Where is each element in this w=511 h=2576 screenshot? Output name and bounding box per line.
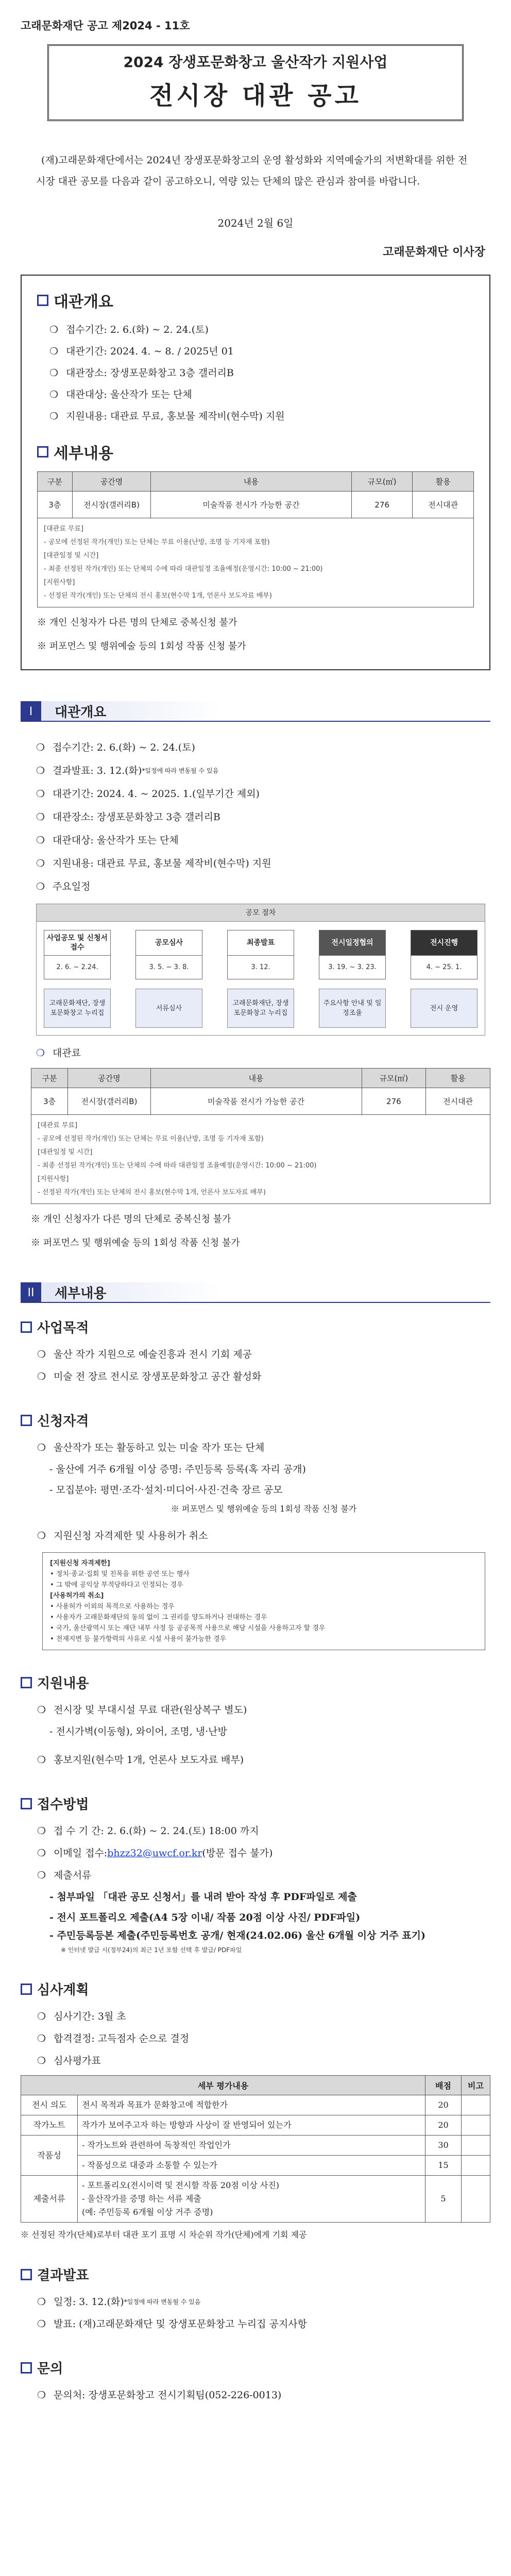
warning-note: ※ 개인 신청자가 다른 명의 단체로 중복신청 불가 — [31, 1214, 231, 1225]
list-item-text: 지원내용: 대관료 무료, 홍보물 제작비(현수막) 지원 — [53, 858, 271, 869]
flow-step — [135, 930, 202, 1028]
table-header: 구분 — [38, 472, 73, 492]
sub-item: - 전시 포트폴리오 제출(A4 5장 이내/ 작품 20점 이상 사진/ PDF파일) — [49, 1912, 361, 1923]
list-item — [37, 2313, 490, 2335]
circle-bullet-icon: ❍ — [36, 742, 45, 753]
flow-heading: 공모 절차 — [37, 904, 485, 922]
step-name: 사업공모 및 신청서 접수 — [44, 930, 111, 956]
note-line: [지원사항] — [38, 1175, 69, 1183]
table-header-row — [21, 2076, 490, 2095]
summary-overview-heading — [37, 289, 474, 312]
table-row — [31, 1088, 490, 1115]
square-bullet-icon — [21, 2362, 32, 2374]
note-line: - 선정된 작가(개인) 또는 단체의 전시 홍보(현수막 1개, 언론사 보도자료 배부) — [38, 1189, 266, 1196]
note-line: - 공모에 선정된 작가(개인) 또는 단체는 무료 이용(난방, 조명 등 기자재 포함) — [44, 538, 270, 546]
restriction-line: • 사용허가 이외의 목적으로 사용하는 경우 — [50, 1603, 175, 1611]
restriction-line: • 정치·종교·집회 및 친목을 위한 공연 또는 행사 — [50, 1570, 190, 1578]
circle-bullet-icon: ❍ — [49, 367, 59, 379]
heading-text: 신청자격 — [37, 1414, 89, 1429]
restriction-line: • 사용자가 고래문화재단의 동의 없이 그 권리를 양도하거나 전대하는 경우 — [50, 1614, 267, 1621]
note-line: - 최종 선정된 작가(개인) 또는 단체의 수에 따라 대관일정 조율예정(운영시간: 10:00 ~ 21:00) — [44, 565, 323, 573]
table-cell: - 작가노트와 관련하여 독창적인 작업인가 — [78, 2136, 425, 2156]
summary-overview-list — [49, 319, 474, 427]
issuer: 고래문화재단 이사장 — [383, 246, 485, 259]
fee-list — [36, 1042, 490, 1065]
step-role: 서류심사 — [135, 989, 202, 1028]
step-date: 2. 6. ~ 2.24. — [44, 956, 111, 979]
part1-content — [31, 736, 490, 1253]
note-line: [대관일정 및 시간] — [38, 1148, 93, 1156]
step-name: 공모심사 — [135, 930, 202, 956]
list-item — [37, 1865, 490, 1887]
list-item-text: 대관기간: 2024. 4. ~ 8. / 2025년 01 — [66, 346, 234, 357]
list-item-text: 접수기간: 2. 6.(화) ~ 2. 24.(토) — [66, 324, 209, 335]
step-name: 전시일정협의 — [319, 930, 386, 956]
circle-bullet-icon: ❍ — [36, 811, 45, 823]
list-item — [37, 2291, 490, 2313]
table-header: 규모(㎡) — [351, 472, 413, 492]
circle-bullet-icon: ❍ — [37, 2055, 46, 2066]
circle-bullet-icon: ❍ — [37, 1349, 46, 1360]
list-item — [49, 341, 474, 362]
list-item — [36, 759, 490, 783]
part-number: I — [21, 701, 41, 722]
table-header: 배점 — [425, 2076, 462, 2095]
list-item — [36, 736, 490, 759]
table-header: 공간명 — [72, 472, 150, 492]
part1-band — [21, 701, 490, 722]
note-line: [지원사항] — [44, 579, 75, 586]
sub-item: - 모집분야: 평면·조각·설치·미디어·사진·건축 장르 공모 — [49, 1484, 283, 1496]
list-item-text: 접 수 기 간: 2. 6.(화) ~ 2. 24.(토) 18:00 까지 — [54, 1825, 259, 1837]
support-sub-list — [49, 1721, 490, 1742]
circle-bullet-icon: ❍ — [36, 835, 45, 846]
list-item — [37, 2028, 490, 2050]
list-item — [49, 384, 474, 405]
review-note: ※ 선정된 작가(단체)로부터 대관 포기 표명 시 차순위 작가(단체)에게 기회 제공 — [21, 2230, 307, 2240]
table-cell: - 포트폴리오(전시이력 및 전시할 작품 20점 이상 사진) - 울산작가를 증명 하는 서류 제출 (예: 주민등록 6개월 이상 거주 증명) — [78, 2176, 425, 2223]
circle-bullet-icon: ❍ — [49, 324, 59, 335]
footnote-mark: *일정에 따라 변동될 수 있음 — [124, 2298, 201, 2306]
table-header: 구분 — [31, 1069, 68, 1088]
title-subtitle: 2024 장생포문화창고 울산작가 지원사업 — [123, 54, 388, 71]
list-item — [36, 1042, 490, 1065]
circle-bullet-icon: ❍ — [37, 2389, 46, 2401]
table-cell: 전시 목적과 목표가 문화창고에 적합한가 — [78, 2095, 425, 2115]
circle-bullet-icon: ❍ — [37, 1442, 46, 1453]
support-list-2 — [37, 1749, 490, 1771]
warning-text: 퍼포먼스 및 행위예술 등의 1회성 작품 신청 불가 — [43, 1238, 240, 1248]
part2-content — [21, 1317, 490, 2406]
list-item-text: 합격결정: 고득점자 순으로 결정 — [54, 2033, 190, 2044]
email-note: (방문 접수 불가) — [202, 1848, 273, 1859]
circle-bullet-icon: ❍ — [37, 1371, 46, 1382]
list-item — [37, 2384, 490, 2406]
result-list — [37, 2291, 490, 2335]
qualification-sub-list — [49, 1459, 490, 1500]
part-title: 세부내용 — [41, 1282, 490, 1303]
list-item — [36, 852, 490, 875]
list-item-text: 대관기간: 2024. 4. ~ 2025. 1.(일부기간 제외) — [53, 788, 260, 800]
purpose-list — [37, 1344, 490, 1388]
summary-space-table — [37, 471, 474, 518]
table-cell: 전시대관 — [413, 492, 474, 518]
summary-detail-heading — [37, 440, 474, 463]
table-cell — [462, 2156, 490, 2176]
intro-paragraph: (재)고래문화재단에서는 2024년 장생포문화창고의 운영 활성화와 지역예술가의 저변확대를 위한 전시장 대관 공모를 다음과 같이 공고하오니, 역량 있는 단체의 많은 관심과 참여를 바랍니다. — [36, 155, 468, 187]
circle-bullet-icon: ❍ — [37, 2296, 46, 2308]
warning-text: 퍼포먼스 및 행위예술 등의 1회성 작품 신청 불가 — [49, 641, 246, 652]
warning-note: ※ 퍼포먼스 및 행위예술 등의 1회성 작품 신청 불가 — [37, 641, 246, 652]
warning-note: ※ 퍼포먼스 및 행위예술 등의 1회성 작품 신청 불가 — [171, 1504, 357, 1514]
circle-bullet-icon: ❍ — [36, 788, 45, 800]
square-bullet-icon — [21, 1415, 32, 1426]
circle-bullet-icon: ❍ — [36, 858, 45, 869]
table-header: 내용 — [151, 472, 352, 492]
title-box — [47, 44, 464, 121]
list-item — [36, 829, 490, 852]
table-header-row — [38, 472, 474, 492]
step-name: 전시진행 — [411, 930, 478, 956]
list-item — [36, 783, 490, 806]
list-item — [37, 2050, 490, 2072]
heading-text: 세부내용 — [54, 445, 113, 463]
document-note: ※ 인터넷 발급 시(정부24)의 최근 1년 포함 선택 후 발급/ PDF파일 — [61, 1946, 242, 1954]
list-item-text: 심사평가표 — [54, 2055, 101, 2066]
sub-item: - 주민등록등본 제출(주민등록번호 공개/ 현재(24.02.06) 울산 6개월 이상 거주 표기) — [49, 1930, 426, 1941]
list-item-text: 울산 작가 지원으로 예술진흥과 전시 기회 제공 — [54, 1349, 252, 1360]
table-row — [21, 2095, 490, 2115]
table-cell: 작가노트 — [21, 2115, 78, 2136]
step-date: 3. 5. ~ 3. 8. — [135, 956, 202, 979]
circle-bullet-icon: ❍ — [36, 765, 45, 776]
list-item-text: 울산작가 또는 활동하고 있는 미술 작가 또는 단체 — [54, 1442, 265, 1453]
summary-box — [21, 275, 490, 670]
part1-list — [36, 736, 490, 899]
table-cell: 전시 의도 — [21, 2095, 78, 2115]
note-line: [대관일정 및 시간] — [44, 552, 99, 560]
heading-text: 지원내용 — [37, 1676, 89, 1691]
circle-bullet-icon: ❍ — [36, 1047, 45, 1059]
support-list — [37, 1699, 490, 1721]
step-role: 주요사항 안내 및 일정조율 — [319, 989, 386, 1028]
result-heading — [21, 2265, 490, 2284]
list-item — [37, 1525, 490, 1547]
note-line: [대관료 무료] — [44, 525, 84, 533]
list-item — [37, 1842, 490, 1865]
square-bullet-icon — [21, 1798, 32, 1809]
table-cell: 전시대관 — [426, 1088, 490, 1115]
step-role: 고래문화재단, 장생포문화창고 누리집 — [227, 989, 294, 1028]
warning-note: ※ 개인 신청자가 다른 명의 단체로 중복신청 불가 — [37, 617, 237, 628]
table-cell: 작가가 보여주고자 하는 방향과 사상이 잘 반영되어 있는가 — [78, 2115, 425, 2136]
support-heading — [21, 1673, 490, 1692]
table-cell: 20 — [425, 2115, 462, 2136]
table-cell: - 작품성으로 대중과 소통할 수 있는가 — [78, 2156, 425, 2176]
circle-bullet-icon: ❍ — [49, 346, 59, 357]
restriction-line: • 천재지변 등 불가항력의 사유로 시설 사용이 불가능한 경우 — [50, 1635, 227, 1643]
sub-item: - 전시가벽(이동형), 와이어, 조명, 냉·난방 — [49, 1726, 227, 1737]
document-number: 고래문화재단 공고 제2024 - 11호 — [21, 20, 190, 32]
step-role: 전시 운영 — [411, 989, 478, 1028]
list-item — [49, 362, 474, 384]
circle-bullet-icon: ❍ — [37, 1530, 46, 1541]
list-item-text: 대관대상: 울산작가 또는 단체 — [66, 389, 192, 400]
part-number: II — [21, 1282, 41, 1303]
review-heading — [21, 1979, 490, 1998]
announcement-date: 2024년 2월 6일 — [217, 217, 294, 229]
list-item-text: 대관료 — [53, 1047, 81, 1059]
list-item-text: 접수기간: 2. 6.(화) ~ 2. 24.(토) — [53, 742, 195, 753]
summary-notes — [37, 518, 474, 607]
table-header-row — [31, 1069, 490, 1088]
table-cell: 제출서류 — [21, 2176, 78, 2223]
restriction-line: • 국가, 울산광역시 또는 재단 내부 사정 등 공공목적 사용으로 해당 시설을 사용하고자 할 경우 — [50, 1624, 326, 1632]
table-header: 비고 — [462, 2076, 490, 2095]
table-row — [38, 492, 474, 518]
title-main: 전시장 대관 공고 — [149, 81, 362, 110]
list-item — [37, 1437, 490, 1459]
table-cell: 3층 — [31, 1088, 68, 1115]
review-list — [37, 2006, 490, 2072]
list-item — [36, 875, 490, 899]
circle-bullet-icon: ❍ — [37, 2033, 46, 2044]
circle-bullet-icon: ❍ — [37, 1848, 46, 1859]
application-list — [37, 1820, 490, 1887]
circle-bullet-icon: ❍ — [37, 1704, 46, 1716]
qualification-list-2 — [37, 1525, 490, 1547]
list-item — [36, 806, 490, 829]
circle-bullet-icon: ❍ — [37, 1825, 46, 1837]
step-date: 4. ~ 25. 1. — [411, 956, 478, 979]
list-item-text: 지원신청 자격제한 및 사용허가 취소 — [54, 1530, 208, 1541]
table-header: 공간명 — [68, 1069, 150, 1088]
list-item-text: 심사기간: 3월 초 — [54, 2011, 126, 2022]
flow-step — [44, 930, 111, 1028]
list-item — [37, 1366, 490, 1388]
heading-text: 대관개요 — [54, 293, 113, 311]
email-link[interactable]: bhzz32@uwcf.or.kr — [107, 1848, 202, 1859]
circle-bullet-icon: ❍ — [37, 2318, 46, 2330]
restriction-box — [42, 1552, 485, 1650]
table-cell — [462, 2176, 490, 2223]
flow-step — [411, 930, 478, 1028]
heading-text: 심사계획 — [37, 1982, 89, 1998]
list-item-text: 미술 전 장르 전시로 장생포문화창고 공간 활성화 — [54, 1371, 262, 1382]
flow-step — [227, 930, 294, 1028]
list-item-text: 일정: 3. 12.(화) — [54, 2296, 124, 2308]
heading-text: 결과발표 — [37, 2268, 89, 2283]
list-item — [37, 1344, 490, 1366]
list-item-text: 주요일정 — [53, 881, 91, 892]
step-date: 3. 19. ~ 3. 23. — [319, 956, 386, 979]
sub-item: - 울산에 거주 6개월 이상 증명: 주민등록 등록(혹 자리 공개) — [49, 1464, 306, 1475]
restriction-heading: [지원신청 자격제한] — [50, 1560, 110, 1567]
table-cell: 미술작품 전시가 가능한 공간 — [150, 1088, 362, 1115]
heading-text: 접수방법 — [37, 1797, 89, 1812]
evaluation-table — [21, 2075, 490, 2223]
purpose-heading — [21, 1317, 490, 1336]
list-item-text: 지원내용: 대관료 무료, 홍보물 제작비(현수막) 지원 — [66, 411, 285, 422]
square-bullet-icon — [21, 2269, 32, 2280]
table-cell: 5 — [425, 2176, 462, 2223]
table-cell: 276 — [362, 1088, 426, 1115]
table-header: 활용 — [426, 1069, 490, 1088]
note-line: - 최종 선정된 작가(개인) 또는 단체의 수에 따라 대관일정 조율예정(운영시간: 10:00 ~ 21:00) — [38, 1162, 317, 1170]
circle-bullet-icon: ❍ — [49, 411, 59, 422]
list-item-text: 제출서류 — [54, 1870, 92, 1881]
circle-bullet-icon: ❍ — [37, 2011, 46, 2022]
note-line: - 공모에 선정된 작가(개인) 또는 단체는 무료 이용(난방, 조명 등 기자재 포함) — [38, 1135, 264, 1143]
list-item-text: 발표: (재)고래문화재단 및 장생포문화창고 누리집 공지사항 — [54, 2318, 307, 2330]
table-row — [21, 2156, 490, 2176]
square-bullet-icon — [37, 295, 48, 306]
table-header: 규모(㎡) — [362, 1069, 426, 1088]
square-bullet-icon — [21, 1321, 32, 1333]
footnote-mark: *일정에 따라 변동될 수 있음 — [142, 767, 219, 774]
warning-note: ※ 퍼포먼스 및 행위예술 등의 1회성 작품 신청 불가 — [31, 1238, 240, 1248]
circle-bullet-icon: ❍ — [49, 389, 59, 400]
list-item — [37, 1820, 490, 1842]
step-name: 최종발표 — [227, 930, 294, 956]
list-item — [49, 319, 474, 341]
table-cell: 전시장(갤러리B) — [72, 492, 150, 518]
list-item-text: 이메일 접수: — [54, 1848, 108, 1859]
procedure-flow — [36, 904, 485, 1036]
note-line: [대관료 무료] — [38, 1122, 78, 1129]
flow-steps — [44, 930, 478, 1028]
inquiry-list — [37, 2384, 490, 2406]
table-cell: 미술작품 전시가 가능한 공간 — [151, 492, 352, 518]
warning-text: 개인 신청자가 다른 명의 단체로 중복신청 불가 — [43, 1214, 231, 1225]
list-item — [37, 1699, 490, 1721]
qualification-list — [37, 1437, 490, 1459]
table-cell: 전시장(갤러리B) — [68, 1088, 150, 1115]
table-row — [21, 2176, 490, 2223]
table-cell: 20 — [425, 2095, 462, 2115]
table-cell: 15 — [425, 2156, 462, 2176]
table-cell — [462, 2115, 490, 2136]
circle-bullet-icon: ❍ — [37, 1870, 46, 1881]
step-role: 고래문화재단, 장생포문화창고 누리집 — [44, 989, 111, 1028]
part2-band — [21, 1282, 490, 1303]
part1-notes — [31, 1115, 490, 1204]
heading-text: 문의 — [37, 2361, 63, 2377]
table-header: 활용 — [413, 472, 474, 492]
table-cell: 30 — [425, 2136, 462, 2156]
list-item-text: 대관장소: 장생포문화창고 3층 갤러리B — [53, 811, 220, 823]
table-cell: 작품성 — [21, 2136, 78, 2176]
table-cell: 276 — [351, 492, 413, 518]
restriction-heading: [사용허가의 취소] — [50, 1592, 104, 1600]
square-bullet-icon — [37, 446, 48, 457]
table-cell — [462, 2095, 490, 2115]
part1-space-table — [31, 1068, 490, 1115]
circle-bullet-icon: ❍ — [36, 881, 45, 892]
circle-bullet-icon: ❍ — [37, 1754, 46, 1766]
square-bullet-icon — [21, 1677, 32, 1688]
list-item — [37, 1749, 490, 1771]
list-item-text: 문의처: 장생포문화창고 전시기획팀(052-226-0013) — [54, 2389, 282, 2401]
table-cell: 3층 — [38, 492, 73, 518]
list-item-text: 대관장소: 장생포문화창고 3층 갤러리B — [66, 367, 234, 379]
list-item-text: 결과발표: 3. 12.(화) — [53, 765, 142, 776]
table-header: 세부 평가내용 — [21, 2076, 425, 2095]
list-item-text: 대관대상: 울산작가 또는 단체 — [53, 835, 179, 846]
table-row — [21, 2136, 490, 2156]
list-item-text: 홍보지원(현수막 1개, 언론사 보도자료 배부) — [54, 1754, 244, 1766]
flow-step — [319, 930, 386, 1028]
square-bullet-icon — [21, 1984, 32, 1995]
note-line: - 선정된 작가(개인) 또는 단체의 전시 홍보(현수막 1개, 언론사 보도자료 배부) — [44, 592, 272, 600]
list-item — [49, 405, 474, 427]
table-row — [21, 2115, 490, 2136]
restriction-line: • 그 밖에 공익상 부적당하다고 인정되는 경우 — [50, 1581, 183, 1589]
sub-item: - 첨부파일 「대관 공모 신청서」를 내려 받아 작성 후 PDF파일로 제출 — [49, 1891, 357, 1903]
table-cell — [462, 2136, 490, 2156]
part-title: 대관개요 — [41, 701, 490, 722]
qualification-heading — [21, 1411, 490, 1430]
table-header: 내용 — [150, 1069, 362, 1088]
warning-text: 개인 신청자가 다른 명의 단체로 중복신청 불가 — [49, 617, 237, 628]
list-item — [37, 2006, 490, 2028]
list-item-text: 전시장 및 부대시설 무료 대관(원상복구 별도) — [54, 1704, 247, 1716]
step-date: 3. 12. — [227, 956, 294, 979]
inquiry-heading — [21, 2358, 490, 2377]
application-heading — [21, 1794, 490, 1813]
documents-list — [49, 1887, 490, 1943]
heading-text: 사업목적 — [37, 1320, 89, 1336]
